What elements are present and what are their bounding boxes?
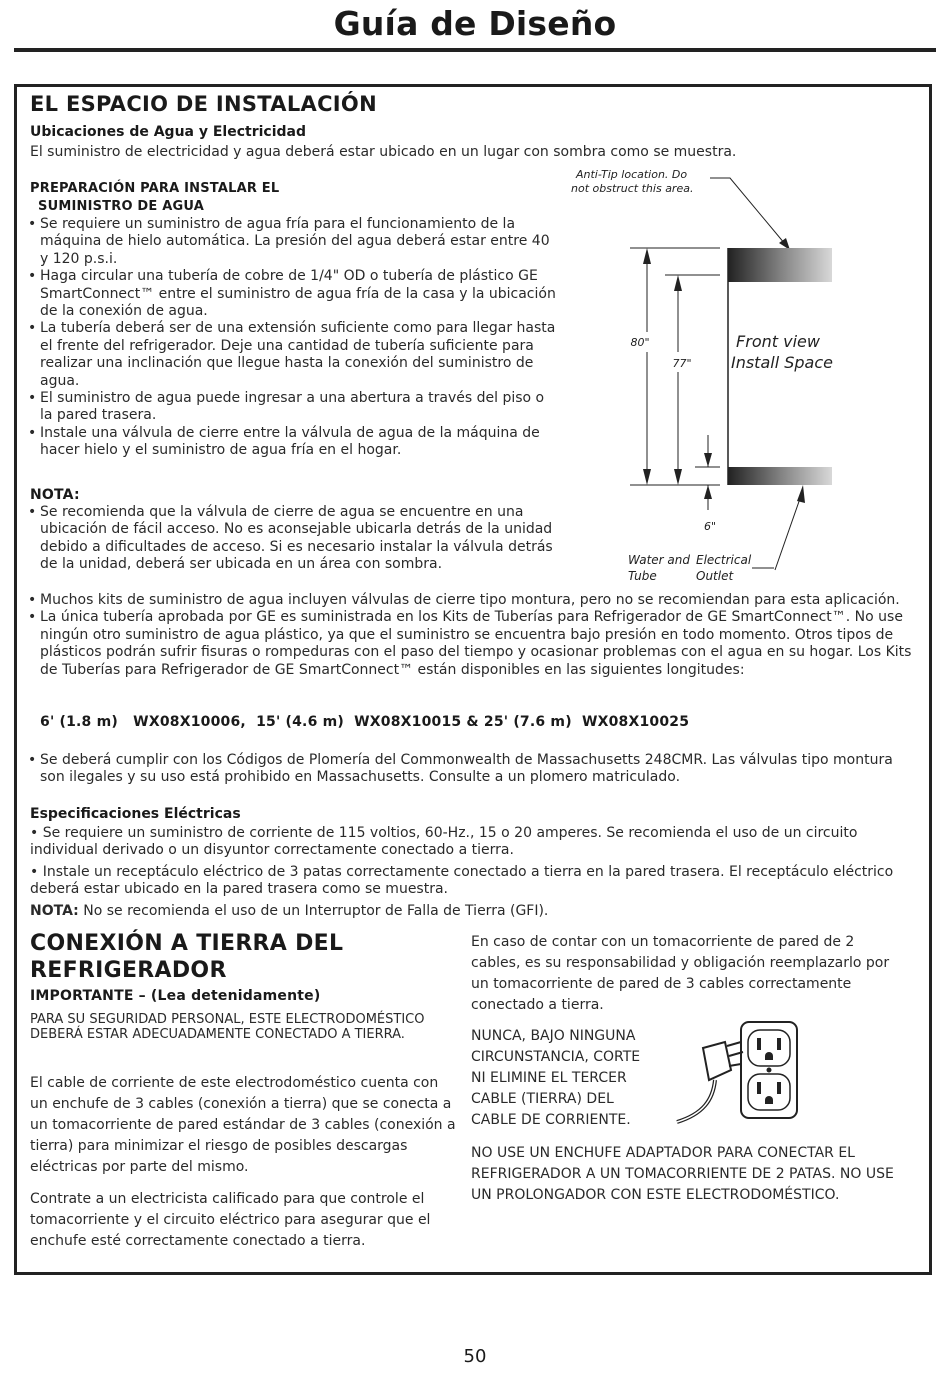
list-item: • Instale una válvula de cierre entre la válvula de agua de la máquina de hacer hielo y el suministro de agua fría en el hogar. [28, 425, 558, 460]
dim-80-label: 80" [630, 336, 650, 349]
list-item: • Muchos kits de suministro de agua incluyen válvulas de cierre tipo montura, pero no se recomiendan para esta aplicación. [28, 592, 923, 609]
outlet-label: Outlet [696, 569, 734, 583]
list-item: • La tubería deberá ser de una extensión suficiente como para llegar hasta el frente del refrigerador. Deje una cantidad de tubería suficiente para realizar una inclinación que llegue hasta la conexión del suministro de agua. [28, 320, 558, 390]
no-adapter-warning: NO USE UN ENCHUFE ADAPTADOR PARA CONECTAR EL REFRIGERADOR A UN TOMACORRIENTE DE 2 PATAS. NO USE UN PROLONGADOR CON ESTE ELECTRODOMÉSTICO. [471, 1145, 894, 1203]
anti-tip-shaded-area [728, 248, 832, 282]
importante-heading: IMPORTANTE – (Lea detenidamente) [30, 988, 321, 1004]
nota-bullet-list [28, 592, 923, 679]
list-item: • La única tubería aprobada por GE es suministrada en los Kits de Tuberías para Refrigerador de GE SmartConnect™. No use ningún otro suministro de agua plástico, ya que el suministro se encuentra bajo presión en todo momento. Otros tipos de plásticos podrán sufrir fisuras o rompeduras con el paso del tiempo y ocasionar problemas con el agua en su hogar. Los Kits de Tuberías para Refrigerador de GE SmartConnect™ están disponibles en las siguientes longitudes: [28, 609, 923, 679]
anti-tip-leader [710, 178, 790, 250]
massachusetts-bullet [28, 752, 898, 787]
electrical-specs-line1: • Se requiere un suministro de corriente de 115 voltios, 60-Hz., 15 o 20 amperes. Se recomienda el uso de un circuito individual derivado o un disyuntor correctamente conectado a tierra. [30, 825, 858, 859]
outlet-arrowhead [797, 485, 805, 503]
dim-77-label: 77" [672, 357, 692, 370]
list-item: • Se requiere un suministro de agua fría para el funcionamiento de la máquina de hielo automática. La presión del agua deberá estar entre 40 y 120 p.s.i. [28, 216, 558, 268]
tube-label: Tube [628, 569, 657, 583]
water-electric-text: El suministro de electricidad y agua deberá estar ubicado en un lugar con sombra como se muestra. [30, 144, 737, 160]
install-space-diagram [560, 160, 880, 600]
section-title-grounding-line1: CONEXIÓN A TIERRA DEL [30, 931, 344, 956]
grounding-paragraph-1: El cable de corriente de este electrodoméstico cuenta con un enchufe de 3 cables (conexión a tierra) que se conecta a un tomacorriente de pared estándar de 3 cables (conexión a tierra) para minimizar el riesgo de posibles descargas eléctricas por parte del mismo. [30, 1075, 456, 1175]
list-item: • Se recomienda que la válvula de cierre de agua se encuentre en una ubicación de fácil acceso. No es aconsejable ubicarla detrás de la unidad debido a dificultades de acceso. Si es necesario instalar la válvula detrás de la unidad, deberá ser ubicada en un área con sombra. [28, 504, 563, 574]
dim-80-arrow-top [643, 248, 651, 264]
prep-heading-line2: SUMINISTRO DE AGUA [38, 199, 204, 214]
electrical-label: Electrical [696, 553, 752, 567]
dim-77-arrow-top [674, 275, 682, 291]
prep-bullet-list [28, 216, 558, 460]
title-rule [14, 48, 936, 52]
gfi-note-text: No se recomienda el uso de un Interruptor de Falla de Tierra (GFI). [78, 903, 549, 919]
anti-tip-label-line2: not obstruct this area. [571, 182, 694, 195]
gfi-note-label: NOTA: [30, 903, 79, 919]
list-item: • El suministro de agua puede ingresar a una abertura a través del piso o la pared trasera. [28, 390, 558, 425]
dim-6-label: 6" [703, 520, 717, 533]
tubing-kits-line: 6' (1.8 m) WX08X10006, 15' (4.6 m) WX08X10015 & 25' (7.6 m) WX08X10025 [40, 714, 690, 730]
grounded-plug-outlet-icon [675, 1018, 805, 1133]
page-number: 50 [463, 1346, 487, 1367]
electrical-specs-line2: • Instale un receptáculo eléctrico de 3 patas correctamente conectado a tierra en la pared trasera. El receptáculo eléctrico deberá estar ubicado en la pared trasera como se muestra. [30, 864, 894, 898]
water-electric-heading: Ubicaciones de Agua y Electricidad [30, 124, 306, 140]
prep-heading-line1: PREPARACIÓN PARA INSTALAR EL [30, 181, 280, 196]
electrical-specs-heading: Especificaciones Eléctricas [30, 806, 241, 822]
never-cut-line: NUNCA, BAJO NINGUNA [471, 1028, 636, 1044]
never-cut-line: CABLE (TIERRA) DEL [471, 1091, 614, 1107]
nota-bullet-narrow [28, 504, 563, 574]
nota-heading: NOTA: [30, 487, 80, 503]
two-wire-paragraph: En caso de contar con un tomacorriente de pared de 2 cables, es su responsabilidad y obligación reemplazarlo por un tomacorriente de pared de 3 cables correctamente conectado a tierra. [471, 934, 890, 1013]
dim-80-arrow-bottom [643, 469, 651, 485]
front-view-label-line2: Install Space [730, 353, 834, 372]
grounding-paragraph-2: Contrate a un electricista calificado para que controle el tomacorriente y el circuito eléctrico para asegurar que el enchufe esté correctamente conectado a tierra. [30, 1191, 431, 1249]
dim-77-arrow-bottom [674, 469, 682, 485]
list-item: • Haga circular una tubería de cobre de 1/4" OD o tubería de plástico GE SmartConnect™ entre el suministro de agua fría de la casa y la ubicación de la conexión de agua. [28, 268, 558, 320]
front-view-label-line1: Front view [736, 332, 820, 351]
never-cut-line: NI ELIMINE EL TERCER [471, 1070, 627, 1086]
dim-6-arrow-top [704, 453, 712, 467]
never-cut-warning [471, 1026, 691, 1131]
outlet-shaded-area [728, 467, 832, 485]
dim-6-arrow-bottom [704, 485, 712, 499]
list-item: • Se deberá cumplir con los Códigos de Plomería del Commonwealth de Massachusetts 248CMR. Las válvulas tipo montura son ilegales y su uso está prohibido en Massachusetts. Consulte a un plomero matriculado. [28, 752, 898, 787]
safety-caps-paragraph: PARA SU SEGURIDAD PERSONAL, ESTE ELECTRODOMÉSTICO DEBERÁ ESTAR ADECUADAMENTE CONECTADO A TIERRA. [30, 1012, 425, 1042]
section-title-installation-space: EL ESPACIO DE INSTALACIÓN [30, 92, 377, 116]
section-title-grounding [30, 930, 343, 984]
water-label: Water and [628, 553, 690, 567]
gfi-note [30, 903, 900, 920]
outlet-leader [775, 490, 803, 570]
page-title: Guía de Diseño [333, 4, 617, 43]
never-cut-line: CIRCUNSTANCIA, CORTE [471, 1049, 641, 1065]
section-title-grounding-line2: REFRIGERADOR [30, 958, 227, 983]
anti-tip-label-line1: Anti-Tip location. Do [576, 168, 688, 181]
never-cut-line: CABLE DE CORRIENTE. [471, 1112, 631, 1128]
